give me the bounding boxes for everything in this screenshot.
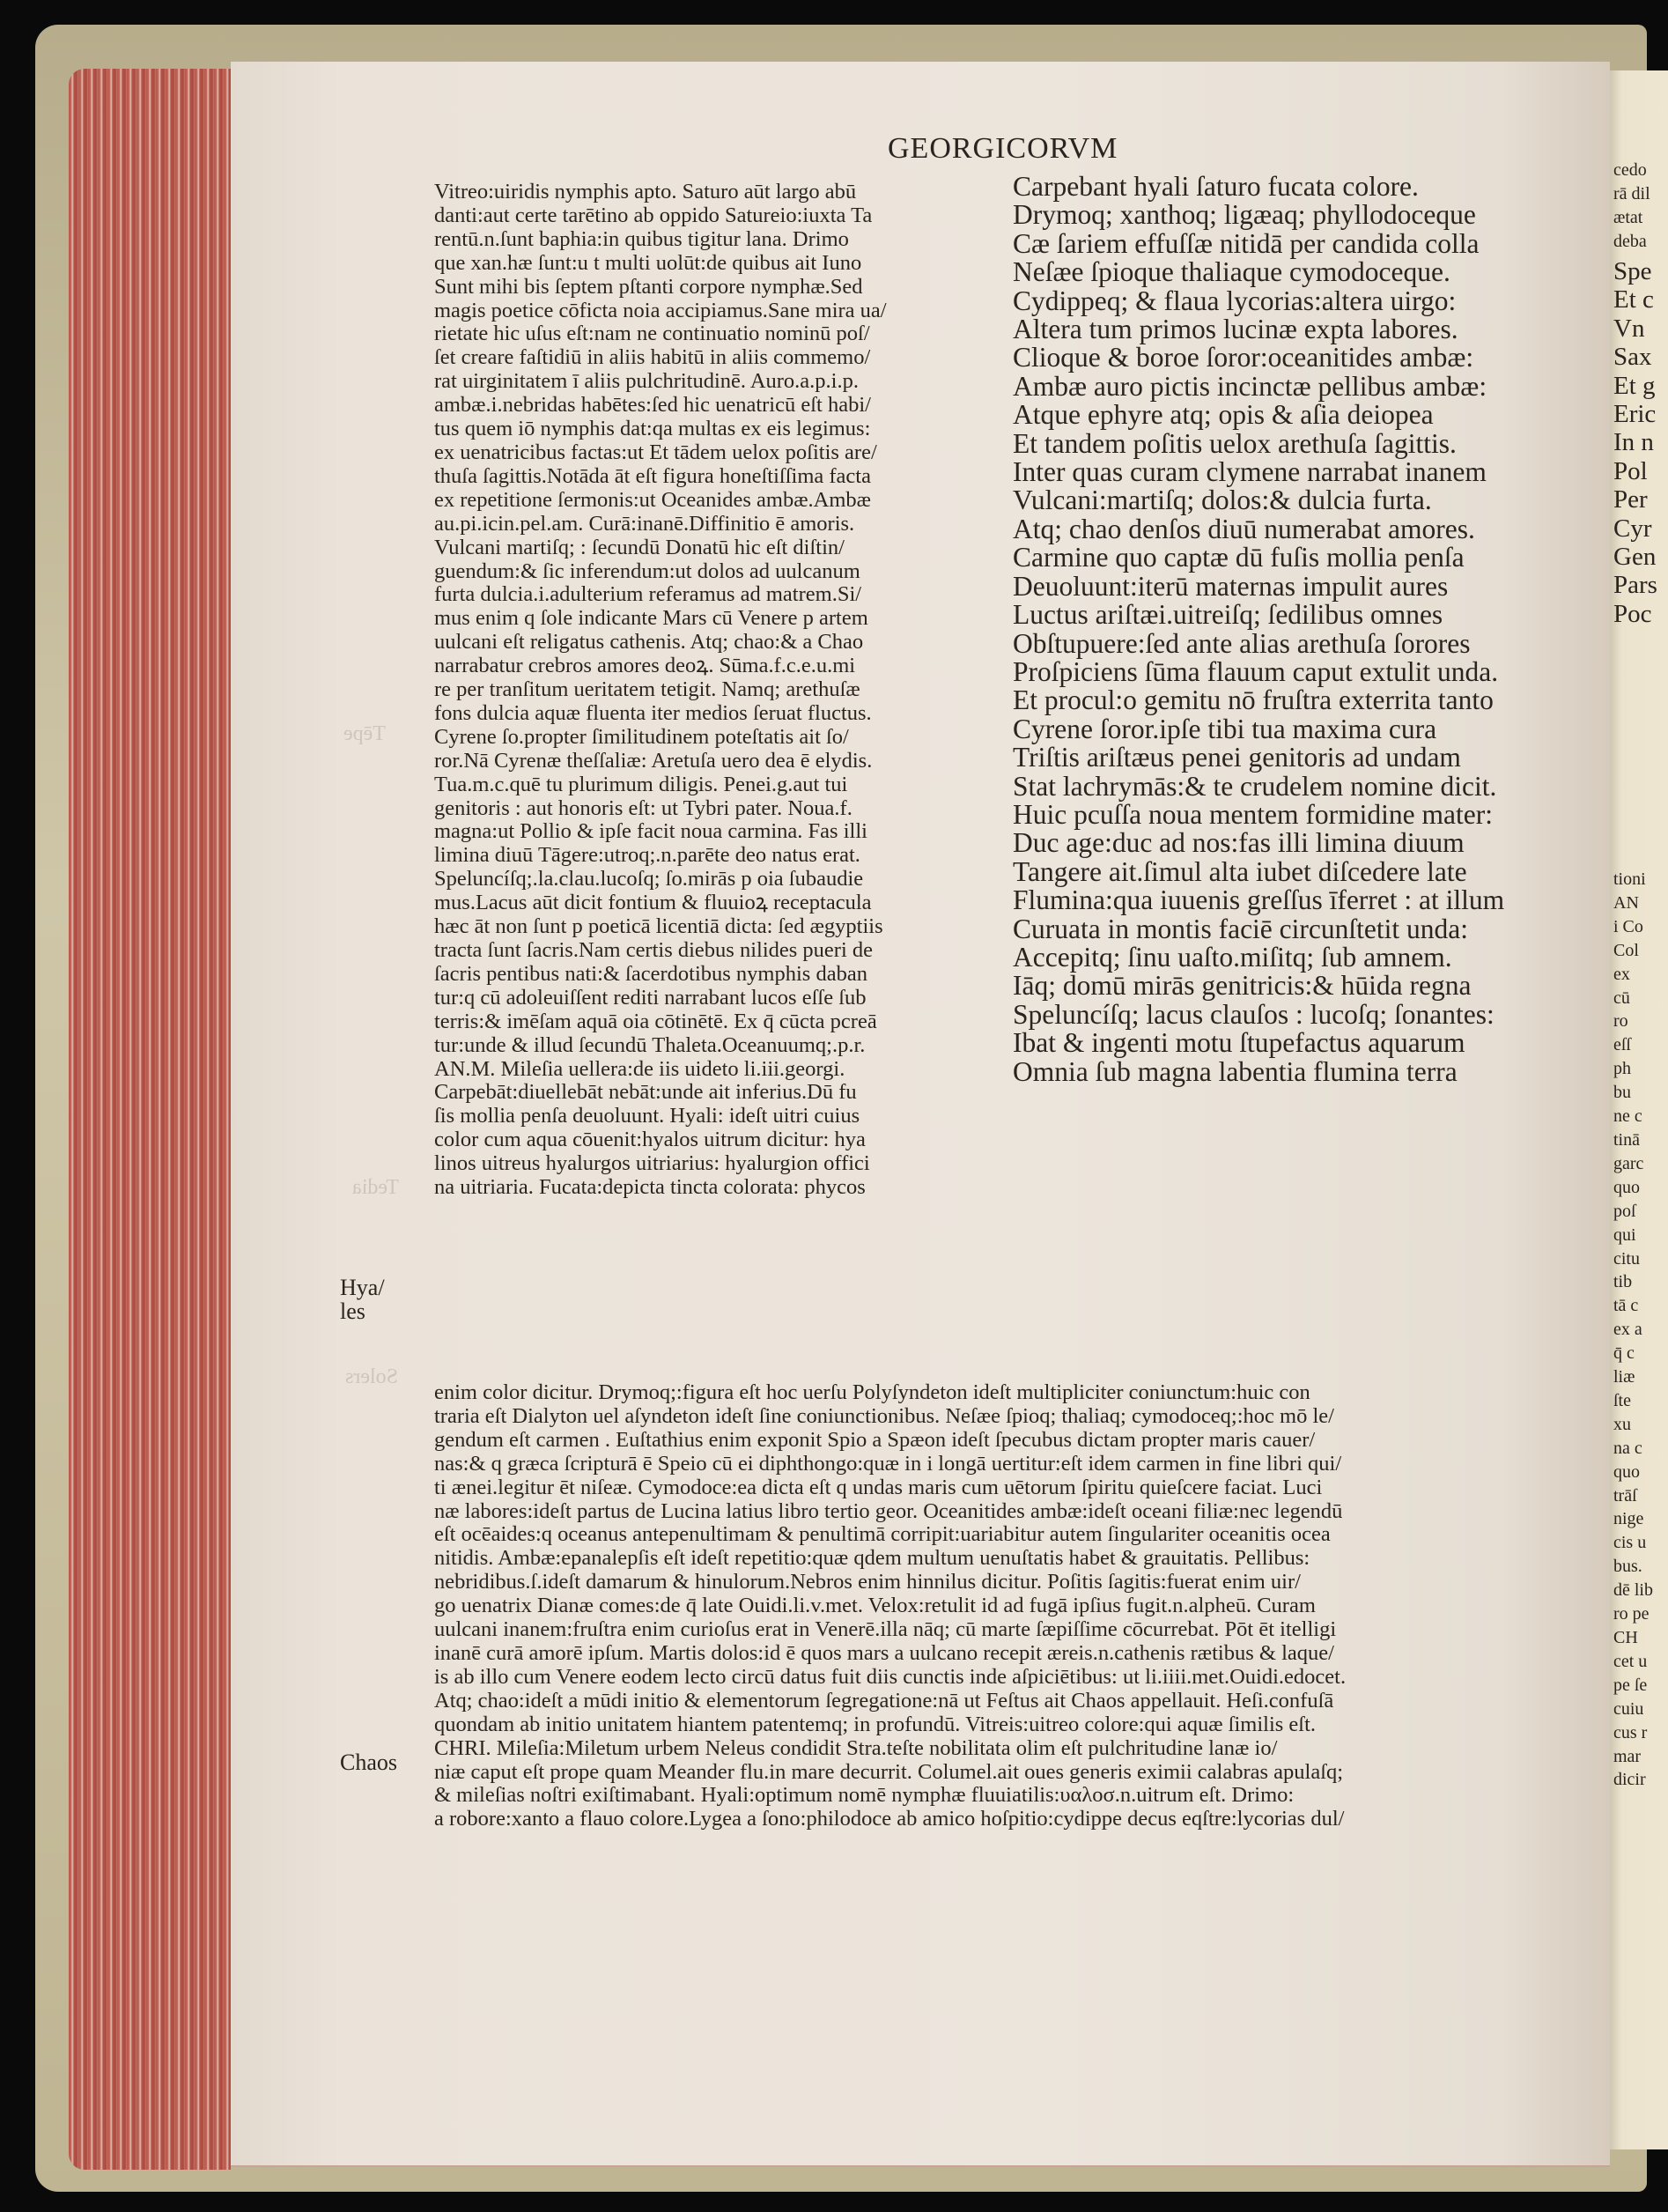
commentary-line: nas:& q græca ſcripturā ē Speio cū ei diphthongo:quæ in i longā uertitur:eſt idem carmen in fine libri qui/ bbox=[434, 1451, 1342, 1476]
commentary-line: guendum:& ſic inferendum:ut dolos ad uulcanum bbox=[434, 559, 860, 583]
commentary-line: tur:q cū adoleuiſſent rediti narrabant lucos eſſe ſub bbox=[434, 985, 867, 1010]
verse-line: Proſpiciens ſūma flauum caput extulit unda. bbox=[1013, 655, 1499, 687]
facing-page-fragment: cus r bbox=[1613, 1722, 1648, 1742]
commentary-line: magis poetice cōficta noia accipiamus.Sane mira ua/ bbox=[434, 298, 887, 322]
facing-page-fragment: q̄ c bbox=[1613, 1343, 1635, 1364]
facing-page-fragment: tioni bbox=[1613, 869, 1646, 889]
commentary-line: ti ænei.legitur ēt niſeæ. Cymodoce:ea dicta eſt q undas maris cum uētorum ſpiritu quieſcere faciat. Luci bbox=[434, 1475, 1323, 1499]
facing-page-fragment: tinā bbox=[1613, 1129, 1640, 1150]
show-through-text: Tedia bbox=[352, 1176, 399, 1199]
verse-line: Triſtis ariſtæus penei genitoris ad undam bbox=[1013, 742, 1461, 773]
commentary-column bbox=[434, 181, 887, 1200]
facing-page-fragment: i Co bbox=[1613, 916, 1643, 936]
facing-page-fragment: Vn bbox=[1613, 314, 1645, 343]
verse-line: Neſæe ſpioque thaliaque cymodoceque. bbox=[1013, 256, 1450, 288]
facing-page-fragment: deba bbox=[1613, 231, 1647, 251]
commentary-line: ſet creare faſtidiū in aliis habitū in aliis commemo/ bbox=[434, 345, 871, 370]
verse-line: Et procul:o gemitu nō fruſtra exterrita tanto bbox=[1013, 684, 1494, 716]
commentary-line: furta dulcia.i.adulterium referamus ad matrem.Si/ bbox=[434, 582, 862, 607]
facing-page-fragment: Pol bbox=[1613, 456, 1648, 485]
commentary-line: fons dulcia aquæ fluenta iter medios ſeruat fluctus. bbox=[434, 700, 872, 725]
commentary-line: Carpebāt:diuellebāt nebāt:unde ait inferius.Dū fu bbox=[434, 1080, 857, 1105]
commentary-line: color cum aqua cōuenit:hyalos uitrum dicitur: hya bbox=[434, 1128, 866, 1152]
verse-line: Accepitq; ſinu uaſto.miſitq; ſub amnem. bbox=[1013, 941, 1452, 973]
verse-line: Et tandem poſitis uelox arethuſa ſagittis. bbox=[1013, 427, 1457, 459]
facing-page-fragment: ph bbox=[1613, 1059, 1631, 1079]
facing-page-fragment: ſte bbox=[1613, 1390, 1631, 1410]
commentary-line: Tua.m.c.quē tu plurimum diligis. Penei.g.aut tui bbox=[434, 772, 848, 796]
commentary-line: hæc āt non ſunt p poeticā licentiā dicta: ſed ægyptiis bbox=[434, 914, 883, 939]
facing-page-fragment: trāſ bbox=[1613, 1485, 1637, 1505]
facing-page-fragment: Sax bbox=[1613, 343, 1652, 372]
commentary-line: go uenatrix Dianæ comes:de q̄ late Ouidi.li.v.met. Velox:retulit id ad fugā ipſius fugit.n.alpheū. Curam bbox=[434, 1594, 1316, 1618]
commentary-line: næ labores:ideſt partus de Lucina latius libro tertio geor. Oceanitides ambæ:ideſt oceani filiæ:nec legendū bbox=[434, 1498, 1343, 1523]
commentary-line: ex repetitione ſermonis:ut Oceanides ambæ.Ambæ bbox=[434, 487, 872, 512]
commentary-line: re per tranſitum ueritatem tetigit. Namq; arethuſæ bbox=[434, 677, 860, 702]
facing-page-fragment: dicir bbox=[1613, 1770, 1646, 1790]
commentary-line: Vitreo:uiridis nymphis apto. Saturo aūt largo abū bbox=[434, 180, 857, 203]
commentary-line: magna:ut Pollio & ipſe facit noua carmina. Fas illi bbox=[434, 819, 867, 844]
facing-page-fragment: cuiu bbox=[1613, 1698, 1644, 1719]
facing-page-fragment: poſ bbox=[1613, 1201, 1636, 1221]
facing-page-fragment: Eric bbox=[1613, 400, 1657, 429]
commentary-line: au.pi.icin.pel.am. Curā:inanē.Diffinitio ē amoris. bbox=[434, 511, 855, 536]
verse-line: Omnia ſub magna labentia flumina terra bbox=[1013, 1055, 1458, 1087]
facing-page-fragment: Pars bbox=[1613, 571, 1657, 600]
verse-line: Speluncíſq; lacus clauſos : lucoſq; ſonantes: bbox=[1013, 998, 1495, 1030]
commentary-line: ror.Nā Cyrenæ theſſaliæ: Aretuſa uero dea ē elydis. bbox=[434, 748, 873, 773]
red-stained-page-edges bbox=[69, 69, 231, 2170]
commentary-line: is ab illo cum Venere eodem lecto circū datus fuit diis cunctis inde aſpiciētibus: ut li.iiii.met.Ouidi.edocet. bbox=[434, 1664, 1347, 1689]
commentary-line: que xan.hæ ſunt:u t multi uolūt:de quibus ait Iuno bbox=[434, 250, 862, 275]
commentary-line: niæ caput eſt prope quam Meander flu.in mare decurrit. Columel.ait oues generis eximii calabras apulaſq; bbox=[434, 1759, 1344, 1784]
commentary-line: gendum eſt carmen . Euſtathius enim exponit Spio a Spæon ideſt ſpecubus dictam propter maris cauer/ bbox=[434, 1427, 1316, 1452]
verse-line: Carmine quo captæ dū fuſis mollia penſa bbox=[1013, 542, 1465, 573]
facing-page-fragment: cedo bbox=[1613, 160, 1647, 180]
verse-line: Vulcani:martiſq; dolos:& dulcia furta. bbox=[1013, 485, 1432, 516]
show-through-text: Solers bbox=[345, 1365, 398, 1388]
commentary-line: tur:unde & illud ſecundū Thaleta.Oceanuumq;.p.r. bbox=[434, 1032, 866, 1057]
commentary-line: a robore:xanto a flauo colore.Lygea a ſono:philodoce ab amico hoſpitio:cydippe decus eqſtre:lycorias dul/ bbox=[434, 1807, 1345, 1831]
facing-page-fragment: Col bbox=[1613, 940, 1639, 960]
commentary-line: narrabatur crebros amores deoꝝ. Sūma.f.c.e.u.mi bbox=[434, 654, 856, 678]
verse-line: Huic pcuſſa noua mentem formidine mater: bbox=[1013, 798, 1493, 830]
verse-line: Ibat & ingenti motu ſtupefactus aquarum bbox=[1013, 1027, 1465, 1059]
commentary-line: Atq; chao:ideſt a mūdi initio & elementorum ſegregatione:nā ut Feſtus ait Chaos appellauit. Heſi.confuſā bbox=[434, 1688, 1334, 1713]
commentary-line: tracta ſunt ſacris.Nam certis diebus nilides pueri de bbox=[434, 938, 874, 962]
facing-page-fragment: tā c bbox=[1613, 1296, 1639, 1316]
facing-page-fragment: rā dil bbox=[1613, 183, 1650, 203]
commentary-line: rentū.n.ſunt baphia:in quibus tigitur lana. Drimo bbox=[434, 226, 849, 251]
verse-line: Cyrene ſoror.ipſe tibi tua maxima cura bbox=[1013, 713, 1437, 744]
commentary-line: quondam ab initio unitatem hiantem patentemq; in profundū. Vitreis:uitreo colore:qui aquæ ſimilis eſt. bbox=[434, 1712, 1317, 1736]
facing-page-fragment: citu bbox=[1613, 1248, 1640, 1269]
facing-page-fragment: quo bbox=[1613, 1461, 1640, 1482]
facing-page-fragment: Gen bbox=[1613, 543, 1657, 572]
commentary-line: uulcani eſt religatus cathenis. Atq; chao:& a Chao bbox=[434, 630, 864, 655]
facing-page-fragment: cis u bbox=[1613, 1533, 1647, 1553]
commentary-line: traria eſt Dialyton uel aſyndeton ideſt ſine coniunctionibus. Neſæe ſpioq; thaliaq; cymodoceq;:hoc mō le/ bbox=[434, 1403, 1334, 1428]
verse-line: Atque ephyre atq; opis & aſia deiopea bbox=[1013, 399, 1434, 431]
commentary-line: nebridibus.ſ.ideſt damarum & hinulorum.Nebros enim hinnilus dicitur. Poſitis ſagitis:fuerat enim uir/ bbox=[434, 1570, 1301, 1594]
verse-line: Atq; chao denſos diuū numerabat amores. bbox=[1013, 513, 1475, 544]
facing-page-fragment: bu bbox=[1613, 1083, 1631, 1103]
verse-line: Altera tum primos lucinæ expta labores. bbox=[1013, 314, 1458, 345]
commentary-line: ſis mollia penſa deuoluunt. Hyali: ideſt uitri cuius bbox=[434, 1104, 860, 1128]
commentary-line: mus.Lacus aūt dicit fontium & fluuioꝝ receptacula bbox=[434, 891, 872, 915]
facing-page-fragment: eſſ bbox=[1613, 1035, 1631, 1055]
facing-page-fragment: garc bbox=[1613, 1153, 1644, 1173]
facing-page-fragment: pe ſe bbox=[1613, 1675, 1648, 1695]
verse-column bbox=[1013, 173, 1504, 1086]
verse-line: Duc age:duc ad nos:fas illi limina diuum bbox=[1013, 827, 1465, 859]
commentary-line: AN.M. Mileſia uellera:de iis uideto li.iii.georgi. bbox=[434, 1056, 845, 1081]
facing-page-fragment: Poc bbox=[1613, 599, 1652, 628]
facing-page-fragment: mar bbox=[1613, 1746, 1642, 1766]
commentary-line: eſt ocēaides:q oceanus antepenultimam & penultimā corripit:uariabitur autem ſingulariter oceanitis ocea bbox=[434, 1522, 1331, 1547]
verse-line: Curuata in montis faciē circunſtetit unda: bbox=[1013, 913, 1468, 944]
verse-line: Drymoq; xanthoq; ligæaq; phyllodoceque bbox=[1013, 199, 1476, 231]
commentary-line: Speluncíſq;.la.clau.lucoſq; ſo.mirās p oia ſubaudie bbox=[434, 867, 864, 891]
facing-page-fragment: ne c bbox=[1613, 1106, 1642, 1127]
commentary-line: ex uenatricibus factas:ut Et tādem uelox poſitis are/ bbox=[434, 440, 877, 464]
bottom-commentary bbox=[434, 1381, 1346, 1831]
commentary-line: Cyrene ſo.propter ſimilitudinem poteſtatis ait ſo/ bbox=[434, 724, 849, 749]
commentary-line: na uitriaria. Fucata:depicta tincta colorata: phycos bbox=[434, 1175, 866, 1200]
commentary-line: rat uirginitatem ī aliis pulchritudinē. Auro.a.p.i.p. bbox=[434, 369, 859, 394]
commentary-line: ambæ.i.nebridas habētes:ſed hic uenatricū eſt habi/ bbox=[434, 393, 871, 418]
facing-page-fragment: ro pe bbox=[1613, 1604, 1650, 1624]
commentary-line: & mileſias noſtri exiſtimabant. Hyali:optimum nomē nymphæ fluuiatilis:υαλοσ.n.uitrum eſt. Drimo: bbox=[434, 1783, 1295, 1808]
commentary-line: linos uitreus hyalurgos uitriarius: hyalurgion offici bbox=[434, 1151, 870, 1176]
facing-page-fragment: cet u bbox=[1613, 1651, 1648, 1671]
commentary-line: thuſa ſagittis.Notāda āt eſt figura honeſtiſſima facta bbox=[434, 463, 871, 488]
facing-page-fragment: ætat bbox=[1613, 207, 1643, 227]
running-head: GEORGICORVM bbox=[888, 132, 1118, 165]
verse-line: Iāq; domū mirās genitricis:& hūida regna bbox=[1013, 970, 1472, 1002]
marginal-note-line: les bbox=[340, 1298, 365, 1324]
commentary-line: CHRI. Mileſia:Miletum urbem Neleus condidit Stra.teſte nobilitata olim eſt pulchritudine lanæ io/ bbox=[434, 1735, 1278, 1760]
verse-line: Tangere ait.ſimul alta iubet diſcedere late bbox=[1013, 855, 1467, 887]
commentary-line: terris:& imēſam aquā oia cōtinētē. Ex q̄ cūcta pcreā bbox=[434, 1009, 877, 1033]
verse-line: Flumina:qua iuuenis greſſus īferret : at illum bbox=[1013, 884, 1505, 916]
facing-page-fragment: AN bbox=[1613, 892, 1639, 913]
commentary-line: mus enim q ſole indicante Mars cū Venere p artem bbox=[434, 606, 868, 631]
marginal-note-line: Chaos bbox=[340, 1750, 397, 1775]
verse-line: Deuoluunt:iterū maternas impulit aures bbox=[1013, 570, 1449, 602]
facing-page-fragment: quo bbox=[1613, 1177, 1640, 1197]
facing-page-fragment: Cyr bbox=[1613, 514, 1652, 543]
facing-page-fragment: CH bbox=[1613, 1628, 1638, 1647]
verse-line: Luctus ariſtæi.uitreiſq; ſedilibus omnes bbox=[1013, 599, 1443, 631]
verse-line: Ambæ auro pictis incinctæ pellibus ambæ: bbox=[1013, 370, 1487, 402]
commentary-line: nitidis. Ambæ:epanalepſis eſt ideſt repetitio:quæ qdem multum uenuſtatis habet & grauitatis. Pellibus: bbox=[434, 1546, 1310, 1571]
facing-page-fragment: ex a bbox=[1613, 1320, 1642, 1340]
facing-page-fragment: Spe bbox=[1613, 257, 1652, 285]
facing-page-fragment: xu bbox=[1613, 1414, 1631, 1434]
facing-page-fragment: qui bbox=[1613, 1224, 1636, 1245]
commentary-line: inanē curā amorē ipſum. Martis dolos:id ē quos mars a uulcano recepit æreis.n.cathenis rætibus & laque/ bbox=[434, 1640, 1334, 1665]
marginal-note-hyales bbox=[340, 1276, 385, 1323]
facing-page-fragment: In n bbox=[1613, 428, 1654, 457]
commentary-line: danti:aut certe tarētino ab oppido Satureio:iuxta Ta bbox=[434, 203, 873, 227]
verse-line: Carpebant hyali ſaturo fucata colore. bbox=[1013, 171, 1419, 202]
verse-line: Stat lachrymās:& te crudelem nomine dicit. bbox=[1013, 770, 1497, 802]
marginal-note-chaos bbox=[340, 1750, 397, 1774]
verse-line: Clioque & boroe ſoror:oceanitides ambæ: bbox=[1013, 342, 1474, 374]
verse-line: Obſtupuere:ſed ante alias arethuſa ſorores bbox=[1013, 627, 1471, 659]
facing-page-fragment: na c bbox=[1613, 1438, 1642, 1458]
commentary-line: Vulcani martiſq; : ſecundū Donatū hic eſt diſtin/ bbox=[434, 535, 845, 559]
commentary-line: tus quem iō nymphis dat:qa multas ex eis legimus: bbox=[434, 417, 871, 441]
verse-line: Cydippeq; & flaua lycorias:altera uirgo: bbox=[1013, 285, 1457, 316]
commentary-line: rietate hic uſus eſt:nam ne continuatio nominū poſ/ bbox=[434, 322, 870, 346]
commentary-line: genitoris : aut honoris eſt: ut Tybri pater. Noua.f. bbox=[434, 795, 852, 820]
commentary-line: Sunt mihi bis ſeptem pſtanti corpore nymphæ.Sed bbox=[434, 274, 863, 299]
facing-page-fragment: dē lib bbox=[1613, 1580, 1653, 1601]
facing-page-fragment: Et g bbox=[1613, 371, 1656, 400]
facing-page-fragment: tib bbox=[1613, 1272, 1633, 1292]
facing-page-fragment: ex bbox=[1613, 964, 1630, 984]
verse-line: Cæ ſariem effuſſæ nitidā per candida colla bbox=[1013, 227, 1480, 259]
verse-line: Inter quas curam clymene narrabat inanem bbox=[1013, 456, 1487, 488]
commentary-line: limina diuū Tāgere:utroq;.n.parēte deo natus erat. bbox=[434, 843, 860, 868]
marginal-note-line: Hya/ bbox=[340, 1275, 385, 1300]
facing-page-fragment: bus. bbox=[1613, 1557, 1642, 1577]
facing-page-fragment: liæ bbox=[1613, 1367, 1635, 1387]
facing-page-edge bbox=[1610, 70, 1668, 2149]
facing-page-fragment: nige bbox=[1613, 1509, 1644, 1529]
facing-page-fragment: Et c bbox=[1613, 285, 1654, 314]
facing-page-fragment: cū bbox=[1613, 988, 1630, 1008]
facing-page-fragment: ro bbox=[1613, 1011, 1628, 1032]
commentary-line: enim color dicitur. Drymoq;:figura eſt hoc uerſu Polyſyndeton ideſt multipliciter coniunctum:huic con bbox=[434, 1380, 1310, 1404]
facing-page-fragment: Per bbox=[1613, 485, 1648, 514]
commentary-line: ſacris pentibus nati:& ſacerdotibus nymphis daban bbox=[434, 961, 867, 986]
show-through-text: Tēpe bbox=[343, 722, 386, 745]
commentary-line: uulcani inanem:fruſtra enim curioſus erat in Venerē.illa nāq; cū marte ſæpiſſime cōcurrebat. Pōt ēt itelligi bbox=[434, 1617, 1337, 1642]
